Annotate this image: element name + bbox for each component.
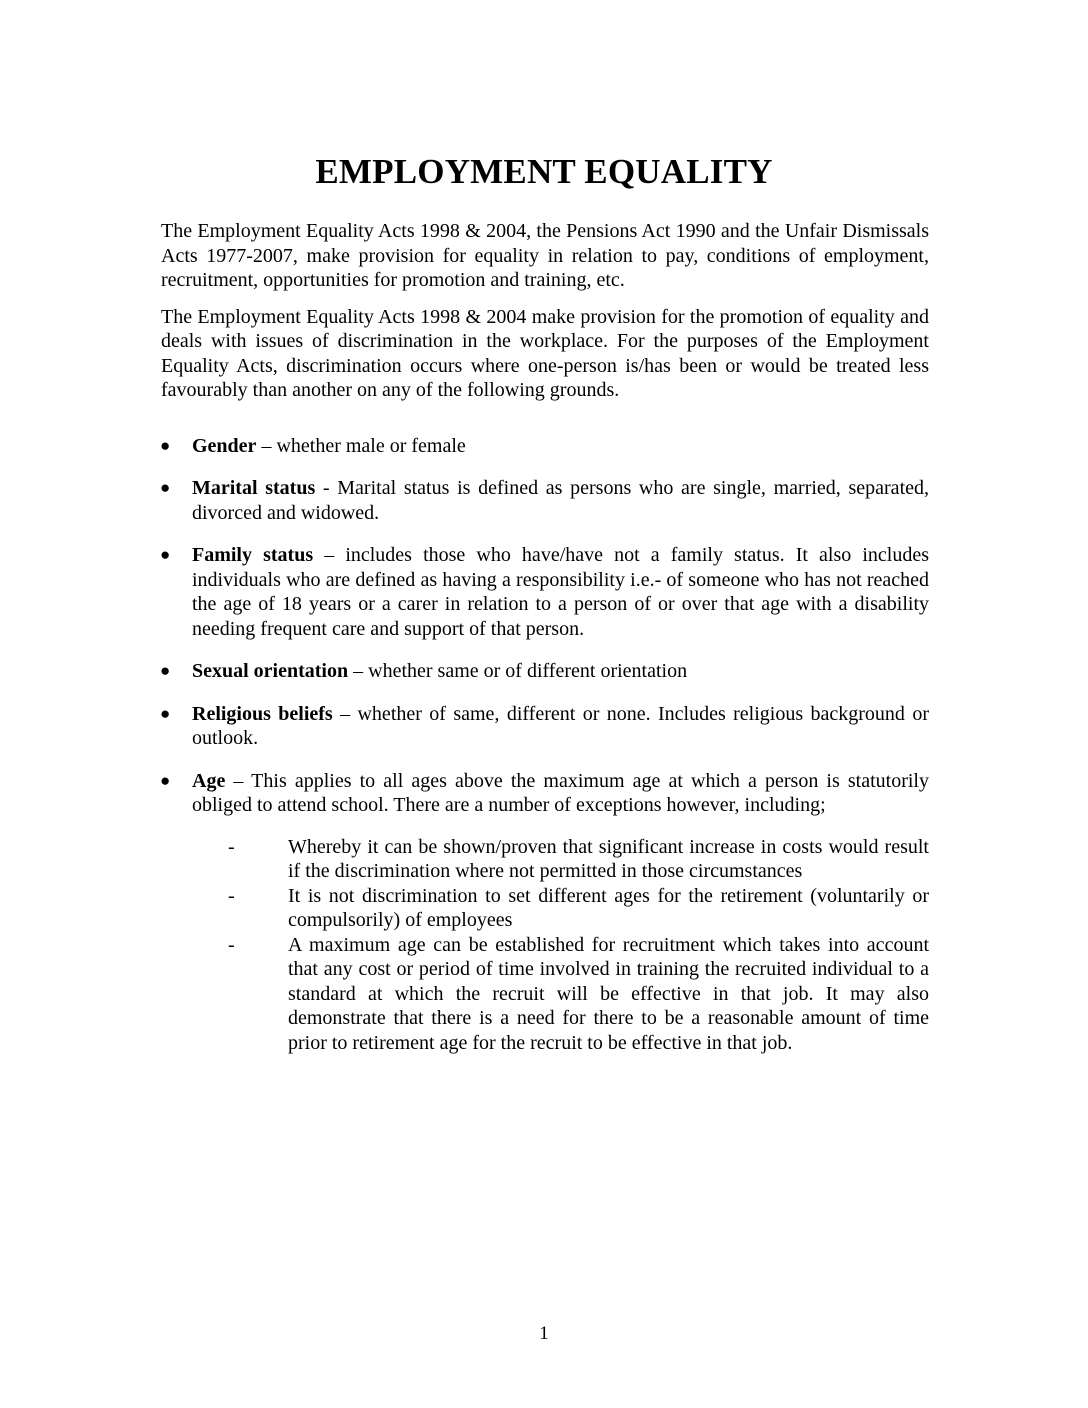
page-number: 1 <box>539 1323 549 1344</box>
discrimination-paragraph: The Employment Equality Acts 1998 & 2004 make provision for the promotion of equality and deals with issues of discrimination in the workplace. For the purposes of the Employment Equality Acts, discrimination occurs where one-person is/has been or would be treated less favourably than another on any of the following grounds. <box>161 305 929 401</box>
ground-description: – includes those who have/have not a family status. It also includes individuals who are defined as having a responsibility i.e.- of someone who has not reached the age of 18 years or a carer in relation to a person of or over that age with a disability needing frequent care and support of that person. <box>192 544 930 640</box>
list-item-age <box>161 769 929 1056</box>
list-item-gender <box>161 434 929 459</box>
bullet-icon: ● <box>160 770 171 790</box>
ground-description: – This applies to all ages above the maximum age at which a person is statutorily obliged to attend school. There are a number of exceptions however, including; <box>192 769 929 816</box>
age-exception-item <box>192 835 929 884</box>
grounds-list <box>161 434 929 1056</box>
bullet-icon: ● <box>160 703 171 723</box>
ground-term: Marital status <box>192 477 316 499</box>
age-exceptions-list <box>192 835 929 1056</box>
page-title: EMPLOYMENT EQUALITY <box>315 152 773 192</box>
bullet-icon: ● <box>160 545 171 564</box>
document-body <box>161 219 929 1073</box>
list-item-sexual-orientation <box>161 659 929 684</box>
list-item-family-status <box>161 543 929 641</box>
bullet-icon: ● <box>160 661 171 680</box>
ground-term: Sexual orientation <box>192 660 349 682</box>
ground-description: – whether same or of different orientation <box>348 660 688 682</box>
ground-term: Religious beliefs <box>192 702 333 725</box>
bullet-icon: ● <box>160 478 171 497</box>
age-exception-item <box>192 933 929 1056</box>
age-exception-text: It is not discrimination to set different ages for the retirement (voluntarily or compulsorily) of employees <box>288 884 929 931</box>
dash-marker: - <box>228 835 235 858</box>
ground-description: – whether of same, different or none. Includes religious background or outlook. <box>192 702 929 749</box>
age-exception-text: A maximum age can be established for recruitment which takes into account that any cost or period of time involved in training the recruited individual to a standard at which the recruit will be effective in that job. It may also demonstrate that there is a need for there to be a reasonable amount of time prior to retirement age for the recruit to be effective in that job. <box>288 933 929 1054</box>
ground-term: Family status <box>192 544 314 566</box>
ground-description: - Marital status is defined as persons who are single, married, separated, divorced and widowed. <box>192 477 929 524</box>
ground-term: Age <box>192 769 226 792</box>
list-item-marital-status <box>161 476 929 525</box>
ground-term: Gender <box>192 434 257 457</box>
intro-paragraph: The Employment Equality Acts 1998 & 2004, the Pensions Act 1990 and the Unfair Dismissals Acts 1977-2007, make provision for equality in relation to pay, conditions of employment, recruitment, opportunities for promotion and training, etc. <box>161 220 929 291</box>
dash-marker: - <box>228 884 235 907</box>
bullet-icon: ● <box>160 435 171 455</box>
dash-marker: - <box>228 933 235 956</box>
age-exception-text: Whereby it can be shown/proven that significant increase in costs would result if the discrimination where not permitted in those circumstances <box>288 835 929 882</box>
ground-description: – whether male or female <box>256 434 466 457</box>
age-exception-item <box>192 884 929 933</box>
list-item-religious-beliefs <box>161 702 929 751</box>
